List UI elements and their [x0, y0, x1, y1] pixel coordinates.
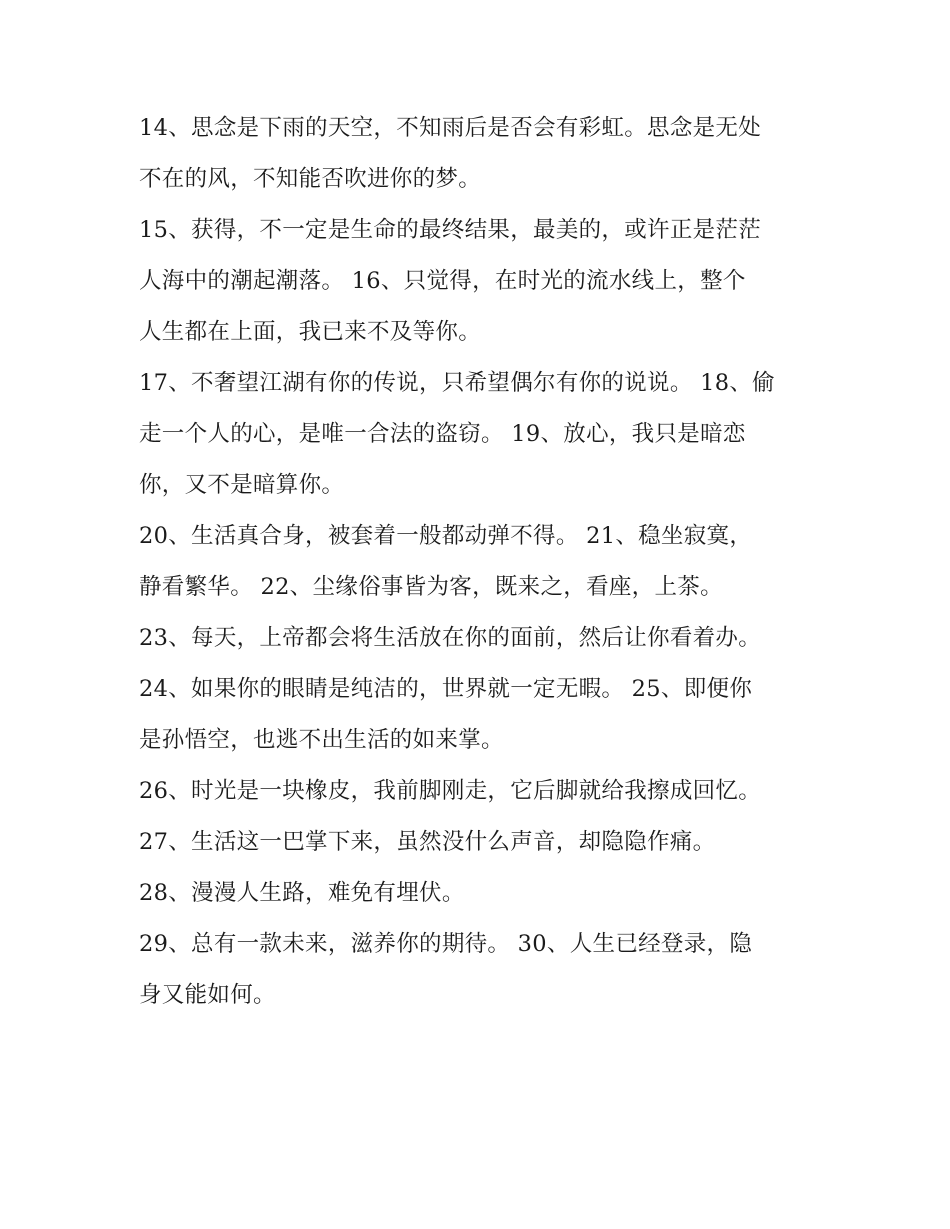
text-line: 27、生活这一巴掌下来，虽然没什么声音，却隐隐作痛。: [139, 829, 716, 855]
text-line: 人生都在上面，我已来不及等你。: [139, 319, 482, 345]
quote-list: [139, 103, 819, 1021]
text-line: 23、每天，上帝都会将生活放在你的面前，然后让你看着办。: [139, 625, 762, 651]
text-line: 走一个人的心，是唯一合法的盗窃。 19、放心，我只是暗恋: [139, 421, 746, 447]
text-line: 你，又不是暗算你。: [139, 472, 345, 498]
text-line: 15、获得，不一定是生命的最终结果，最美的，或许正是茫茫: [139, 217, 762, 243]
text-line: 是孙悟空，也逃不出生活的如来掌。: [139, 727, 504, 753]
text-line: 24、如果你的眼睛是纯洁的，世界就一定无暇。 25、即便你: [139, 676, 753, 702]
text-line: 28、漫漫人生路，难免有埋伏。: [139, 880, 465, 906]
text-line: 26、时光是一块橡皮，我前脚刚走，它后脚就给我擦成回忆。: [139, 778, 762, 804]
text-line: 不在的风，不知能否吹进你的梦。: [139, 166, 482, 192]
text-line: 静看繁华。 22、尘缘俗事皆为客，既来之，看座，上茶。: [139, 574, 723, 600]
text-line: 17、不奢望江湖有你的传说，只希望偶尔有你的说说。 18、偷: [139, 370, 775, 396]
text-line: 20、生活真合身，被套着一般都动弹不得。 21、稳坐寂寞，: [139, 523, 753, 549]
text-line: 身又能如何。: [139, 982, 276, 1008]
text-line: 14、思念是下雨的天空，不知雨后是否会有彩虹。思念是无处: [139, 115, 762, 141]
text-line: 人海中的潮起潮落。 16、只觉得，在时光的流水线上，整个: [139, 268, 746, 294]
text-line: 29、总有一款未来，滋养你的期待。 30、人生已经登录，隐: [139, 931, 753, 957]
